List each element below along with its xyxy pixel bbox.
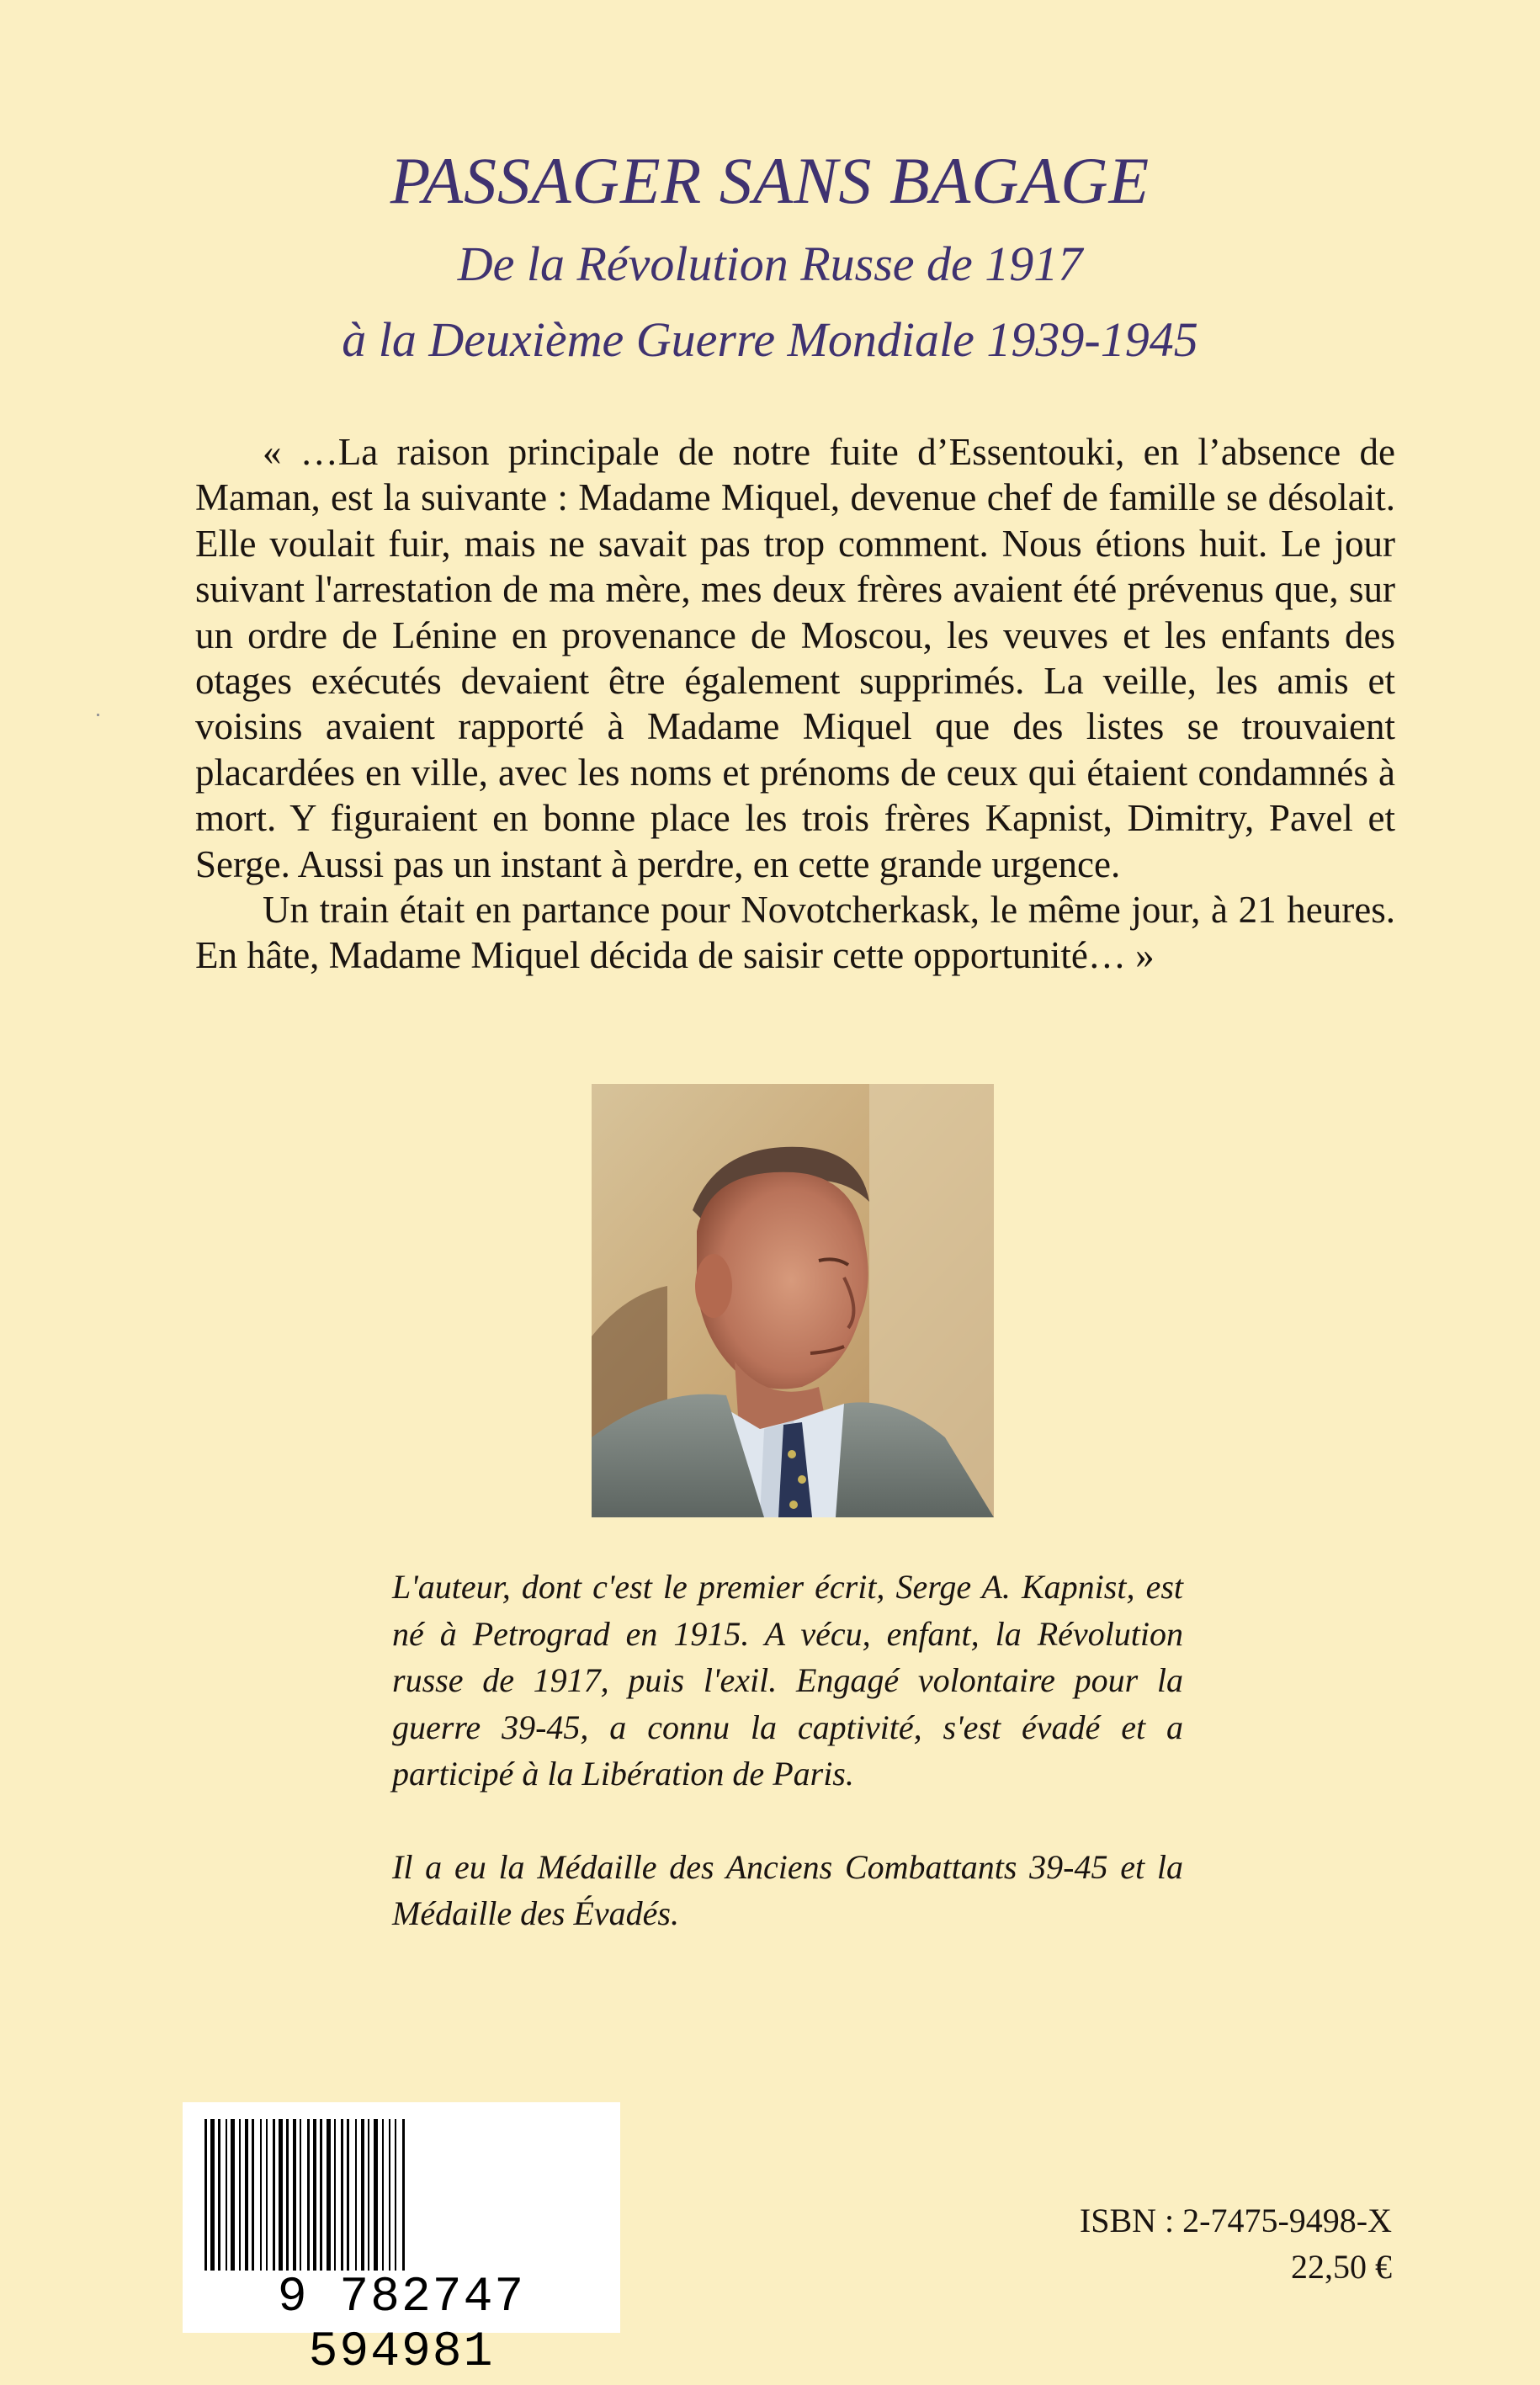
excerpt-paragraph-2: Un train était en partance pour Novotcherkask, le même jour, à 21 heures. En hâte, Madame Miquel décida de saisir cette opportunité… » xyxy=(195,889,1395,977)
barcode xyxy=(183,2102,620,2380)
author-bio xyxy=(392,1564,1183,1937)
book-excerpt xyxy=(195,429,1395,979)
isbn: ISBN : 2-7475-9498-X xyxy=(1079,2202,1392,2239)
bio-paragraph-1: L'auteur, dont c'est le premier écrit, Serge A. Kapnist, est né à Petrograd en 1915. A vécu, enfant, la Révolution russe de 1917, puis l'exil. Engagé volontaire pour la guerre 39-45, a connu la captivité, s'est évadé et a participé à la Libération de Paris. xyxy=(392,1568,1183,1793)
book-subtitle-line2: à la Deuxième Guerre Mondiale 1939-1945 xyxy=(342,312,1198,367)
speck xyxy=(97,714,99,716)
bio-paragraph-2: Il a eu la Médaille des Anciens Combattants 39-45 et la Médaille des Évadés. xyxy=(392,1847,1183,1932)
author-photo xyxy=(592,1084,994,1517)
book-subtitle-line1: De la Révolution Russe de 1917 xyxy=(457,236,1083,291)
price: 22,50 € xyxy=(1291,2248,1392,2286)
barcode-digits: 9 782747 594981 xyxy=(277,2271,526,2380)
book-title: PASSAGER SANS BAGAGE xyxy=(390,144,1150,217)
barcode-bars xyxy=(204,2119,598,2271)
excerpt-paragraph-1: « …La raison principale de notre fuite d’Essentouki, en l’absence de Maman, est la suivante : Madame Miquel, devenue chef de famille se désolait. Elle voulait fuir, mais ne savait pas trop comment. Nous étions huit. Le jour suivant l'arrestation de ma mère, mes deux frères avaient été prévenus que, sur un ordre de Lénine en provenance de Moscou, les veuves et les enfants des otages exécutés devaient être également supprimés. La veille, les amis et voisins avaient rapporté à Madame Miquel que des listes se trouvaient placardées en ville, avec les noms et prénoms de ceux qui étaient condamnés à mort. Y figuraient en bonne place les trois frères Kapnist, Dimitry, Pavel et Serge. Aussi pas un instant à perdre, en cette grande urgence. xyxy=(195,431,1395,885)
